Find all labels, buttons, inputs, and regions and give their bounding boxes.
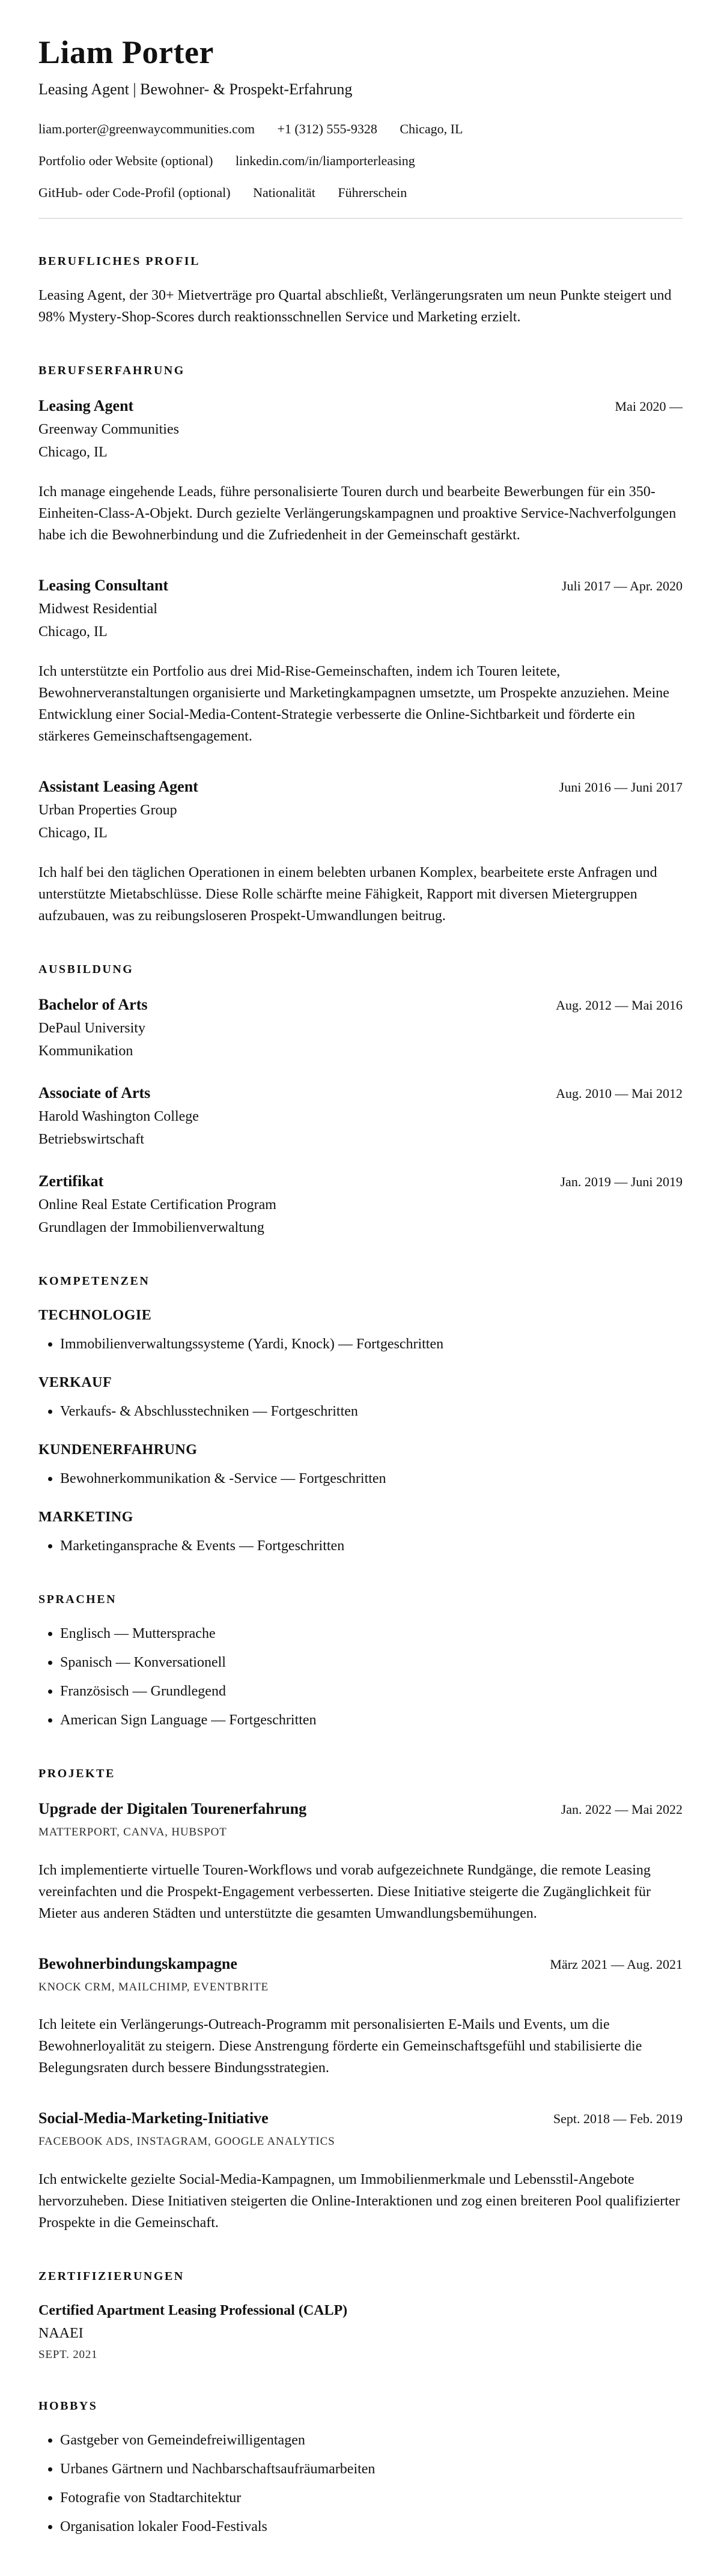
certification-organization: NAAEI <box>38 2325 84 2341</box>
education-entry-head <box>38 1081 683 1105</box>
candidate-tagline: Leasing Agent | Bewohner- & Prospekt-Erfahrung <box>38 80 353 98</box>
list-item: • Organisation lokaler Food-Festivals <box>60 2516 683 2538</box>
job-description: Ich half bei den täglichen Operationen in einem belebten urbanen Komplex, bearbeitete erste Anfragen und unterstützte Mietabschlüsse. Diese Rolle schärfte meine Fähigkeit, Rapport mit diversen Mietergruppen aufzubauen, was zu reibungsloseren Prospekt-Umwandlungen beitrug. <box>38 865 657 924</box>
section-skills <box>38 1272 683 1557</box>
section-languages <box>38 1590 683 1731</box>
field-of-study: Kommunikation <box>38 1043 133 1059</box>
phone-text: +1 (312) 555-9328 <box>277 121 377 137</box>
certification-name: Certified Apartment Leasing Professional (CALP) <box>38 2302 348 2318</box>
hobby-list <box>38 2429 683 2538</box>
profile-summary: Leasing Agent, der 30+ Mietverträge pro Quartal abschließt, Verlängerungsraten um neun Punkte steigert und 98% Mystery-Shop-Scores durch reaktionsschnellen Service und Marketing erzielt. <box>38 288 672 326</box>
project-tools: FACEBOOK ADS, INSTAGRAM, GOOGLE ANALYTICS <box>38 2135 335 2148</box>
skill-list <box>38 1333 683 1355</box>
contact-row-2 <box>38 151 683 171</box>
skill-category-name: MARKETING <box>38 1509 133 1526</box>
project-entry-head <box>38 1952 683 1975</box>
school-name: Online Real Estate Certification Program <box>38 1197 276 1213</box>
list-item: • Urbanes Gärtnern und Nachbarschaftsaufräumarbeiten <box>60 2458 683 2480</box>
drivers-license-text: Führerschein <box>338 185 407 201</box>
skill-list <box>38 1468 683 1490</box>
section-heading-profile: BERUFLICHES PROFIL <box>38 255 200 268</box>
education-dates: Jan. 2019 — Juni 2019 <box>560 1174 683 1190</box>
project-entry <box>38 1952 683 2079</box>
job-location: Chicago, IL <box>38 444 108 461</box>
list-item: • Immobilienverwaltungssysteme (Yardi, Knock) — Fortgeschritten <box>60 1333 683 1355</box>
job-location: Chicago, IL <box>38 825 108 841</box>
section-projects <box>38 1765 683 2234</box>
github-text: GitHub- oder Code-Profil (optional) <box>38 185 231 201</box>
skill-category-name: VERKAUF <box>38 1375 112 1391</box>
job-dates: Juli 2017 — Apr. 2020 <box>561 578 683 594</box>
education-dates: Aug. 2012 — Mai 2016 <box>556 998 683 1013</box>
education-entry <box>38 1081 683 1150</box>
school-name: Harold Washington College <box>38 1109 199 1125</box>
email-text: liam.porter@greenwaycommunities.com <box>38 121 255 137</box>
project-dates: März 2021 — Aug. 2021 <box>550 1956 683 1972</box>
contact-row-3 <box>38 183 683 202</box>
school-name: DePaul University <box>38 1020 145 1037</box>
job-entry <box>38 775 683 927</box>
section-hobbies <box>38 2397 683 2538</box>
project-description: Ich leitete ein Verlängerungs-Outreach-Programm mit personalisierten E-Mails und Events, um die Bewohnerloyalität zu steigern. Diese Anstrengung förderte ein Gemeinschaftsgefühl und stabilisierte die Belegungsraten durch bessere Bindungsstrategien. <box>38 2017 642 2076</box>
section-heading-education: AUSBILDUNG <box>38 963 134 977</box>
project-dates: Sept. 2018 — Feb. 2019 <box>553 2111 683 2127</box>
skill-category-name: TECHNOLOGIE <box>38 1308 152 1324</box>
job-company: Greenway Communities <box>38 422 179 438</box>
degree-title: Associate of Arts <box>38 1084 151 1102</box>
portfolio-text: Portfolio oder Website (optional) <box>38 153 213 169</box>
skill-list <box>38 1401 683 1422</box>
skill-category-block <box>38 1506 683 1557</box>
list-item: • Fotografie von Stadtarchitektur <box>60 2487 683 2509</box>
skill-category-name: KUNDENERFAHRUNG <box>38 1442 198 1458</box>
skill-list <box>38 1535 683 1557</box>
nationality-text: Nationalität <box>253 185 315 201</box>
section-experience <box>38 362 683 927</box>
project-description: Ich implementierte virtuelle Touren-Workflows und vorab aufgezeichnete Rundgänge, die remote Leasing vereinfachten und die Prospekt-Engagement verbesserten. Diese Initiative steigerte die Zugänglichkeit für Mieter aus anderen Städten und unterstützte die gesamten Umwandlungsbemühungen. <box>38 1862 651 1921</box>
list-item: • American Sign Language — Fortgeschritten <box>60 1709 683 1731</box>
contact-row-1 <box>38 119 683 139</box>
job-location: Chicago, IL <box>38 624 108 640</box>
education-entry-head <box>38 993 683 1016</box>
job-entry <box>38 574 683 747</box>
certification-date: SEPT. 2021 <box>38 2348 98 2361</box>
degree-title: Bachelor of Arts <box>38 996 148 1014</box>
job-title: Leasing Consultant <box>38 577 168 595</box>
linkedin-text: linkedin.com/in/liamporterleasing <box>236 153 415 169</box>
section-heading-experience: BERUFSERFAHRUNG <box>38 364 185 378</box>
header-divider <box>38 218 683 219</box>
job-entry-head <box>38 775 683 798</box>
project-entry <box>38 1797 683 1924</box>
candidate-name: Liam Porter <box>38 34 214 70</box>
field-of-study: Betriebswirtschaft <box>38 1132 144 1148</box>
project-entry-head <box>38 1797 683 1820</box>
job-entry <box>38 394 683 546</box>
list-item: • Verkaufs- & Abschlusstechniken — Fortgeschritten <box>60 1401 683 1422</box>
list-item: • Gastgeber von Gemeindefreiwilligentagen <box>60 2429 683 2451</box>
education-dates: Aug. 2010 — Mai 2012 <box>556 1086 683 1102</box>
field-of-study: Grundlagen der Immobilienverwaltung <box>38 1220 264 1236</box>
education-entry <box>38 993 683 1062</box>
education-entry <box>38 1169 683 1238</box>
project-description: Ich entwickelte gezielte Social-Media-Kampagnen, um Immobilienmerkmale und Lebensstil-Angebote hervorzuheben. Diese Initiativen steigerten die Online-Interaktionen und zog einen breiteren Pool qualifizierter Prospekte in die Gemeinschaft. <box>38 2171 680 2231</box>
list-item: • Marketingansprache & Events — Fortgeschritten <box>60 1535 683 1557</box>
job-title: Assistant Leasing Agent <box>38 778 198 796</box>
job-dates: Juni 2016 — Juni 2017 <box>559 780 683 795</box>
language-list <box>38 1623 683 1731</box>
job-description: Ich manage eingehende Leads, führe personalisierte Touren durch und bearbeite Bewerbungen für ein 350-Einheiten-Class-A-Objekt. Durch gezielte Verlängerungskampagnen und proaktive Service-Nachverfolgungen habe ich die Bewohnerbindung und die Zufriedenheit in der Gemeinschaft gestärkt. <box>38 484 677 544</box>
location-text: Chicago, IL <box>400 121 463 137</box>
project-entry-head <box>38 2106 683 2130</box>
project-tools: MATTERPORT, CANVA, HUBSPOT <box>38 1826 227 1839</box>
job-company: Midwest Residential <box>38 601 157 617</box>
certification-entry <box>38 2300 683 2364</box>
section-heading-projects: PROJEKTE <box>38 1767 115 1781</box>
job-entry-head <box>38 394 683 417</box>
section-certifications <box>38 2267 683 2364</box>
skill-category-block <box>38 1305 683 1355</box>
project-title: Social-Media-Marketing-Initiative <box>38 2109 269 2127</box>
job-dates: Mai 2020 — <box>615 399 683 414</box>
degree-title: Zertifikat <box>38 1172 104 1190</box>
section-heading-hobbies: HOBBYS <box>38 2399 98 2413</box>
section-heading-languages: SPRACHEN <box>38 1593 117 1607</box>
list-item: • Französisch — Grundlegend <box>60 1680 683 1702</box>
resume-header <box>38 35 683 219</box>
list-item: • Englisch — Muttersprache <box>60 1623 683 1644</box>
list-item: • Bewohnerkommunikation & -Service — Fortgeschritten <box>60 1468 683 1490</box>
project-tools: KNOCK CRM, MAILCHIMP, EVENTBRITE <box>38 1980 269 1993</box>
job-title: Leasing Agent <box>38 397 134 415</box>
skill-category-block <box>38 1439 683 1490</box>
project-dates: Jan. 2022 — Mai 2022 <box>561 1802 683 1817</box>
project-entry <box>38 2106 683 2234</box>
section-profile <box>38 252 683 328</box>
job-entry-head <box>38 574 683 597</box>
section-heading-skills: KOMPETENZEN <box>38 1274 150 1288</box>
skill-category-block <box>38 1372 683 1422</box>
section-heading-certifications: ZERTIFIZIERUNGEN <box>38 2269 184 2283</box>
education-entry-head <box>38 1169 683 1193</box>
job-description: Ich unterstützte ein Portfolio aus drei Mid-Rise-Gemeinschaften, indem ich Touren leitete, Bewohnerveranstaltungen organisierte und Marketingkampagnen umsetzte, um Prospekte anzuziehen. Meine Entwicklung einer Social-Media-Content-Strategie verbesserte die Online-Sichtbarkeit und förderte ein stärkeres Gemeinschaftsengagement. <box>38 664 669 745</box>
project-title: Upgrade der Digitalen Tourenerfahrung <box>38 1800 307 1818</box>
job-company: Urban Properties Group <box>38 802 177 819</box>
project-title: Bewohnerbindungskampagne <box>38 1954 237 1972</box>
section-education <box>38 960 683 1238</box>
list-item: • Spanisch — Konversationell <box>60 1652 683 1673</box>
